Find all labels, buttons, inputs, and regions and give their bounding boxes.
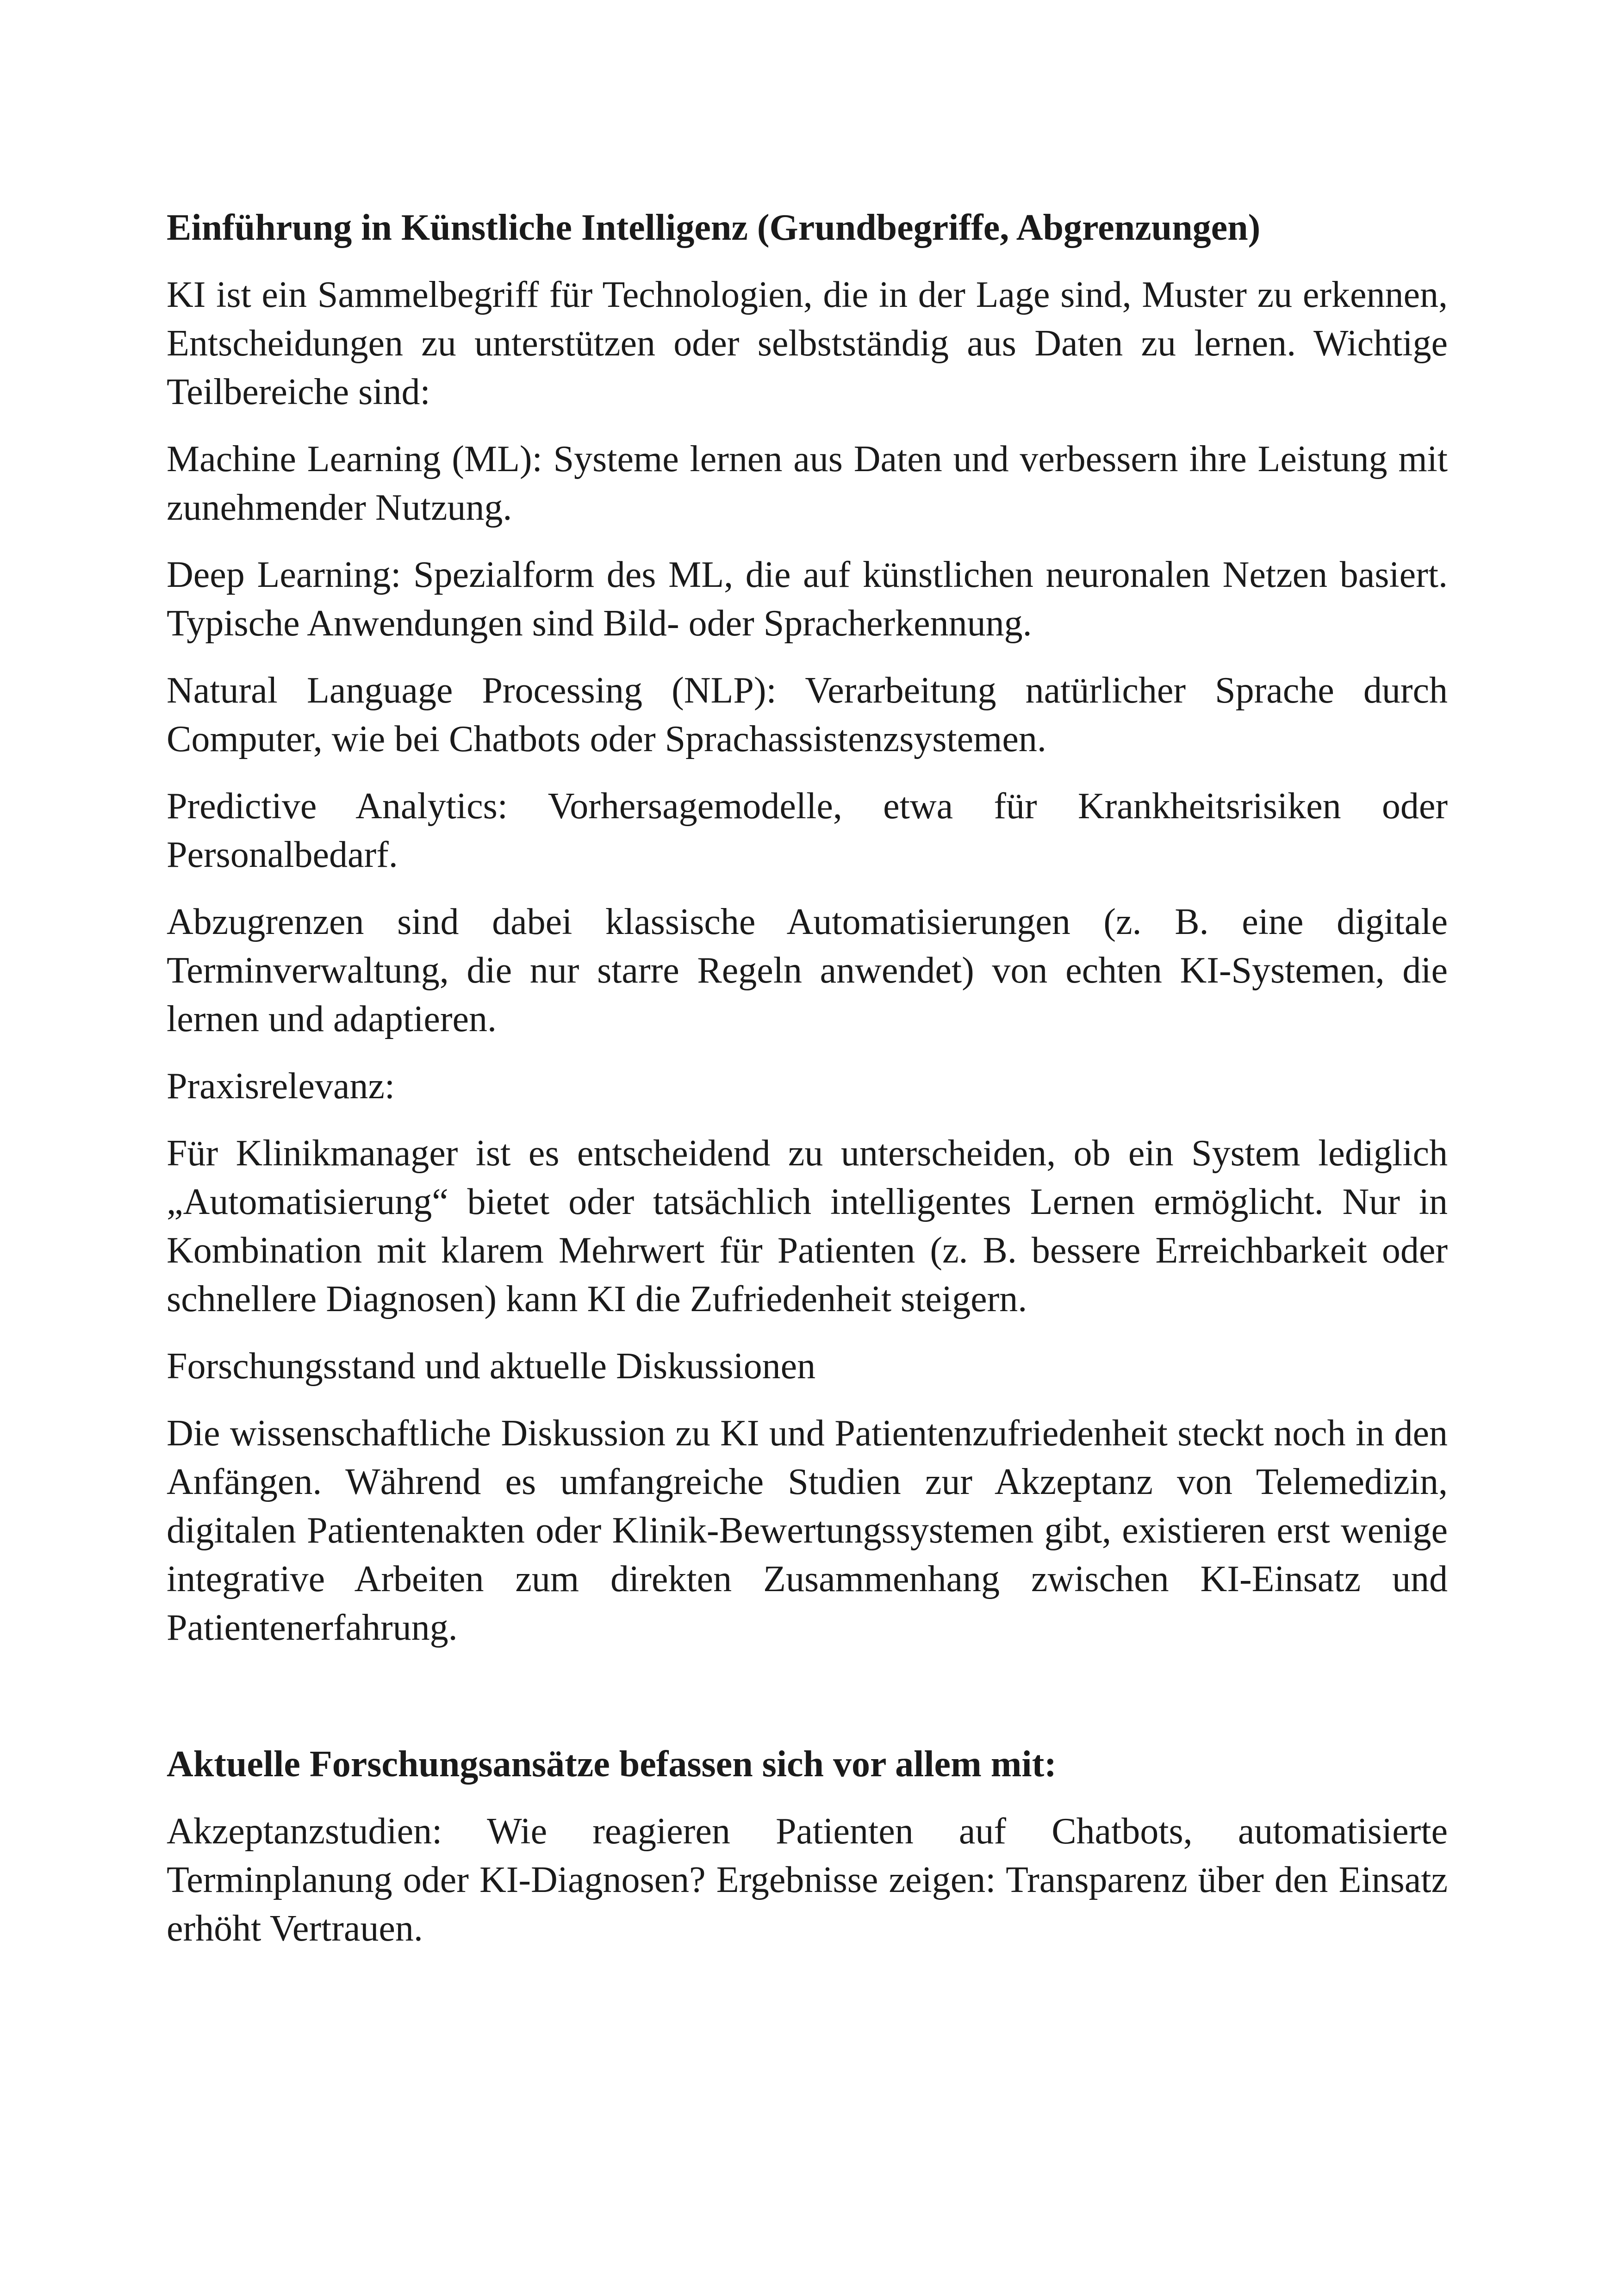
- paragraph-praxisrelevanz: Für Klinikmanager ist es entscheidend zu unterscheiden, ob ein System lediglich „Automatisierung“ bietet oder tatsächlich intelligentes Lernen ermöglicht. Nur in Kombination mit klarem Mehrwert für Patienten (z. B. bessere Erreichbarkeit oder schnellere Diagnosen) kann KI die Zufriedenheit steigern.: [167, 1133, 1448, 1319]
- paragraph-akzeptanzstudien: Akzeptanzstudien: Wie reagieren Patienten auf Chatbots, automatisierte Terminplanung oder KI-Diagnosen? Ergebnisse zeigen: Transparenz über den Einsatz erhöht Vertrauen.: [167, 1811, 1448, 1949]
- section-heading-intro: Einführung in Künstliche Intelligenz (Grundbegriffe, Abgrenzungen): [167, 207, 1261, 248]
- paragraph-machine-learning: Machine Learning (ML): Systeme lernen aus Daten und verbessern ihre Leistung mit zunehmender Nutzung.: [167, 439, 1448, 528]
- paragraph-nlp: Natural Language Processing (NLP): Verarbeitung natürlicher Sprache durch Computer, wie bei Chatbots oder Sprachassistenzsystemen.: [167, 670, 1448, 759]
- paragraph-praxisrelevanz-label: Praxisrelevanz:: [167, 1066, 395, 1107]
- paragraph-forschungsstand-label: Forschungsstand und aktuelle Diskussionen: [167, 1346, 816, 1387]
- paragraph-abgrenzung: Abzugrenzen sind dabei klassische Automatisierungen (z. B. eine digitale Terminverwaltung, die nur starre Regeln anwendet) von echten KI-Systemen, die lernen und adaptieren.: [167, 902, 1448, 1039]
- paragraph-ki-definition: KI ist ein Sammelbegriff für Technologien, die in der Lage sind, Muster zu erkennen, Entscheidungen zu unterstützen oder selbstständig aus Daten zu lernen. Wichtige Teilbereiche sind:: [167, 274, 1448, 412]
- section-heading-forschungsansaetze: Aktuelle Forschungsansätze befassen sich vor allem mit:: [167, 1744, 1057, 1785]
- paragraph-forschungsstand: Die wissenschaftliche Diskussion zu KI und Patientenzufriedenheit steckt noch in den Anfängen. Während es umfangreiche Studien zur Akzeptanz von Telemedizin, digitalen Patientenakten oder Klinik-Bewertungssystemen gibt, existieren erst wenige integrative Arbeiten zum direkten Zusammenhang zwischen KI-Einsatz und Patientenerfahrung.: [167, 1413, 1448, 1648]
- paragraph-predictive-analytics: Predictive Analytics: Vorhersagemodelle, etwa für Krankheitsrisiken oder Personalbedarf.: [167, 786, 1448, 875]
- document-body: [167, 204, 1448, 1972]
- paragraph-deep-learning: Deep Learning: Spezialform des ML, die auf künstlichen neuronalen Netzen basiert. Typische Anwendungen sind Bild- oder Spracherkennung.: [167, 554, 1448, 644]
- section-spacer: [167, 1671, 1448, 1740]
